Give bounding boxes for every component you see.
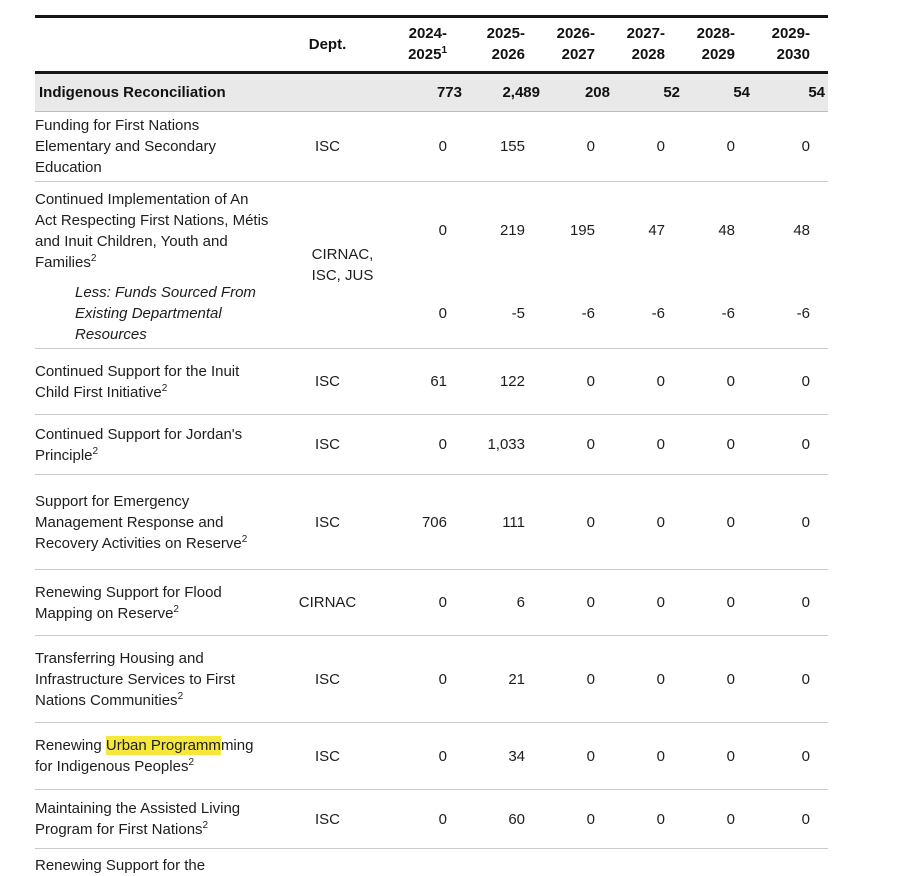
year-line-2: 2030 (776, 46, 810, 63)
value-cell: 21 (508, 670, 525, 688)
value-cell: 0 (726, 810, 735, 828)
value-cell: 111 (502, 513, 525, 531)
value-cell: 6 (516, 594, 525, 611)
value-cell: 0 (726, 138, 735, 155)
value-cell: 0 (656, 594, 665, 611)
value-cell: 122 (499, 373, 525, 390)
value-cell: 0 (586, 138, 595, 155)
program-label: Renewing Support for Flood Mapping on Reserve$^2$ (35, 583, 222, 622)
dept-cell: CIRNAC, ISC, JUS (311, 246, 374, 284)
year-line-1: 2024- (408, 25, 447, 42)
value-cell: 706 (421, 513, 447, 531)
value-cell: 0 (586, 810, 595, 828)
highlight-annotation: Urban Programm (105, 737, 221, 754)
table-row (35, 349, 828, 415)
value-cell: 48 (718, 222, 735, 239)
dept-cell: ISC (314, 373, 340, 390)
clipped-row-label: Renewing Support for the (35, 857, 206, 874)
column-header-year (370, 23, 450, 65)
value-cell: 1,033 (487, 436, 525, 453)
column-header-year (528, 23, 598, 65)
program-label: Continued Implementation of An Act Respecting First Nations, Métis and Inuit Children, Youth and Families$^2$ (35, 190, 269, 271)
program-label: Continued Support for Jordan's Principle$^2$ (35, 425, 243, 464)
year-line-2: 2029 (701, 46, 735, 63)
value-cell: 0 (438, 670, 447, 688)
value-cell: 0 (438, 222, 447, 239)
value-cell: -6 (721, 305, 735, 322)
column-header-year (738, 23, 813, 65)
value-cell: 0 (438, 138, 447, 155)
value-cell: 47 (648, 222, 665, 239)
footnote-marker: 2 (177, 690, 184, 702)
value-cell: 0 (438, 436, 447, 453)
footnote-marker: 2 (161, 382, 168, 394)
summary-value-cell: 54 (808, 84, 825, 101)
year-line-2: 2028 (631, 46, 665, 63)
year-line-1: 2026- (556, 25, 595, 42)
value-cell: 0 (801, 373, 810, 390)
value-cell: 0 (656, 373, 665, 390)
value-cell: 0 (656, 138, 665, 155)
table-subrow-less (35, 279, 828, 348)
value-cell: 0 (656, 436, 665, 453)
value-cell: 0 (801, 670, 810, 688)
year-line-1: 2028- (696, 25, 735, 42)
dept-cell: ISC (314, 436, 340, 453)
value-cell: 0 (656, 513, 665, 531)
value-cell: -6 (581, 305, 595, 322)
value-cell: 0 (801, 513, 810, 531)
column-header-year (450, 23, 528, 65)
column-header-year (598, 23, 668, 65)
summary-value-cell: 54 (733, 84, 750, 101)
dept-cell: ISC (314, 513, 340, 531)
program-label: Renewing Urban Programmming for Indigenous Peoples$^2$ (35, 737, 254, 775)
dept-cell: ISC (314, 810, 340, 828)
year-line-2: 2026 (491, 46, 525, 63)
column-header-year (668, 23, 738, 65)
value-cell: 0 (656, 747, 665, 765)
value-cell: 0 (586, 373, 595, 390)
value-cell: 0 (438, 305, 447, 322)
value-cell: 0 (586, 747, 595, 765)
value-cell: 0 (656, 670, 665, 688)
table-row (35, 112, 828, 182)
table-subrow-main (35, 182, 828, 279)
clipped-table-row (35, 849, 828, 876)
table-row (35, 415, 828, 475)
value-cell: 0 (726, 373, 735, 390)
table-row (35, 723, 828, 790)
value-cell: 0 (801, 594, 810, 611)
funding-table (35, 15, 828, 876)
year-line-1: 2027- (626, 25, 665, 42)
value-cell: -6 (796, 305, 810, 322)
summary-row-label: Indigenous Reconciliation (39, 84, 226, 101)
dept-cell: ISC (314, 138, 340, 155)
summary-row (35, 74, 828, 112)
value-cell: -6 (651, 305, 665, 322)
value-cell: 0 (801, 436, 810, 453)
table-body (35, 112, 828, 849)
column-header-dept: Dept. (308, 35, 347, 53)
value-cell: 0 (586, 594, 595, 611)
value-cell: 0 (438, 594, 447, 611)
footnote-marker: 2 (188, 757, 195, 768)
program-label: Maintaining the Assisted Living Program for First Nations$^2$ (35, 800, 241, 838)
value-cell: 48 (793, 222, 810, 239)
dept-cell: CIRNAC (298, 594, 357, 611)
footnote-marker: 1 (441, 45, 447, 56)
summary-value-cell: 52 (663, 84, 680, 101)
table-row (35, 570, 828, 636)
program-label: Support for Emergency Management Response and Recovery Activities on Reserve$^2$ (35, 492, 248, 552)
footnote-marker: 2 (241, 533, 248, 545)
program-label: Funding for First Nations Elementary and Secondary Education (35, 117, 216, 176)
value-cell: 0 (656, 810, 665, 828)
year-line-1: 2029- (771, 25, 810, 42)
value-cell: 0 (726, 747, 735, 765)
less-funds-label: Less: Funds Sourced From Existing Departmental Resources (75, 284, 256, 343)
year-line-2: 2027 (561, 46, 595, 63)
value-cell: 0 (726, 436, 735, 453)
value-cell: 0 (438, 810, 447, 828)
table-row (35, 790, 828, 849)
value-cell: 0 (726, 513, 735, 531)
footnote-marker: 2 (173, 603, 179, 615)
summary-value-cell: 2,489 (502, 84, 540, 101)
table-row (35, 636, 828, 723)
value-cell: 0 (726, 594, 735, 611)
dept-cell: ISC (314, 670, 340, 688)
table-header-row (35, 18, 828, 74)
value-cell: 0 (586, 436, 595, 453)
value-cell: 0 (801, 138, 810, 155)
program-label: Transferring Housing and Infrastructure Services to First Nations Communities$^2$ (35, 649, 236, 709)
value-cell: 60 (508, 810, 525, 828)
value-cell: 0 (586, 513, 595, 531)
value-cell: 0 (801, 747, 810, 765)
year-line-2: 2025$^1$ (408, 45, 447, 63)
table-row (35, 182, 828, 349)
summary-value-cell: 773 (436, 84, 462, 101)
value-cell: 0 (438, 747, 447, 765)
dept-cell: ISC (314, 747, 340, 765)
program-label: Continued Support for the Inuit Child First Initiative$^2$ (35, 362, 240, 401)
value-cell: -5 (511, 305, 525, 322)
value-cell: 0 (586, 670, 595, 688)
value-cell: 0 (801, 810, 810, 828)
value-cell: 155 (499, 138, 525, 155)
footnote-marker: 2 (202, 820, 209, 831)
value-cell: 0 (726, 670, 735, 688)
table-row (35, 475, 828, 570)
value-cell: 34 (508, 747, 525, 765)
summary-value-cell: 208 (584, 84, 610, 101)
value-cell: 219 (499, 222, 525, 239)
footnote-marker: 2 (92, 445, 99, 457)
value-cell: 61 (430, 373, 447, 390)
footnote-marker: 2 (90, 252, 97, 264)
year-line-1: 2025- (486, 25, 525, 42)
value-cell: 195 (569, 222, 595, 239)
